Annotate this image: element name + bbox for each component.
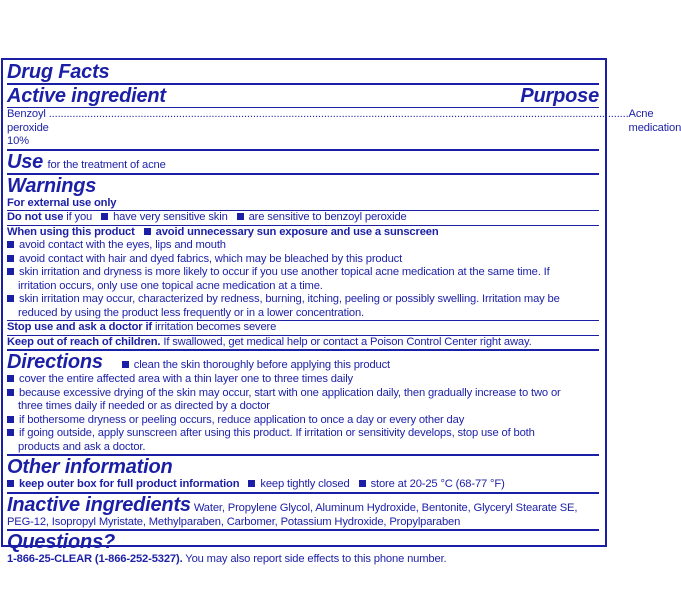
do-not-use-row: [7, 211, 599, 226]
questions-section: [7, 531, 599, 567]
bullet-icon: [248, 480, 255, 487]
bullet-icon: [7, 480, 14, 487]
other-information-item: store at 20-25 °C (68-77 °F): [370, 478, 505, 490]
active-ingredient-heading: Active ingredient: [7, 85, 166, 107]
drug-facts-header: [7, 61, 599, 85]
do-not-use-item: have very sensitive skin: [113, 211, 228, 223]
questions-text: You may also report side effects to this phone number.: [185, 553, 447, 565]
directions-section: [7, 351, 599, 456]
bullet-icon: [7, 389, 14, 396]
when-using-bold-item: avoid unnecessary sun exposure and use a sunscreen: [155, 225, 439, 238]
warnings-heading: Warnings: [7, 174, 97, 197]
keep-out-label: Keep out of reach of children.: [7, 335, 161, 348]
use-text: for the treatment of acne: [47, 158, 166, 171]
purpose-heading: Purpose: [520, 85, 599, 107]
external-use-only: For external use only: [7, 196, 117, 209]
active-ingredient-name: Benzoyl peroxide 10%: [7, 108, 49, 147]
bullet-icon: [101, 213, 108, 220]
when-using-label: When using this product: [7, 225, 135, 238]
when-using-item: skin irritation and dryness is more likely to occur if you use another topical acne medication at the same time. If: [19, 266, 550, 278]
drug-facts-panel: [1, 58, 681, 565]
keep-out-text: If swallowed, get medical help or contact a Poison Control Center right away.: [163, 335, 532, 348]
bullet-icon: [7, 255, 14, 262]
drug-facts-title: Drug Facts: [7, 61, 110, 83]
inactive-ingredients-section: [7, 494, 599, 532]
directions-item-cont: three times daily if needed or as directed by a doctor: [18, 400, 270, 412]
active-ingredient-row: [7, 108, 681, 151]
warnings-section: [7, 175, 599, 212]
stop-use-text: irritation becomes severe: [154, 321, 277, 333]
bullet-icon: [122, 361, 129, 368]
inactive-ingredients-heading: Inactive ingredients: [7, 493, 191, 516]
bullet-icon: [7, 416, 14, 423]
directions-item: if going outside, apply sunscreen after using this product. If irritation or sensitivity develops, stop use of both: [19, 427, 535, 439]
bullet-icon: [7, 268, 14, 275]
use-section: [7, 151, 599, 175]
bullet-icon: [7, 241, 14, 248]
directions-item: because excessive drying of the skin may occur, start with one application daily, then gradually increase to two or: [19, 386, 561, 399]
leader-dots: ....................................................................................................................................................................................................: [48, 108, 629, 120]
directions-heading: Directions: [7, 351, 103, 373]
when-using-item-cont: reduced by using the product less frequently or in a lower concentration.: [18, 306, 365, 319]
bullet-icon: [359, 480, 366, 487]
questions-phone: 1-866-25-CLEAR (1-866-252-5327).: [7, 553, 183, 565]
directions-item-cont: products and ask a doctor.: [18, 440, 146, 453]
other-information-item: keep outer box for full product information: [19, 478, 240, 490]
directions-item: clean the skin thoroughly before applying this product: [133, 359, 390, 371]
inactive-ingredients-line: Water, Propylene Glycol, Aluminum Hydroxide, Bentonite, Glyceryl Stearate SE,: [193, 501, 578, 514]
bullet-icon: [237, 213, 244, 220]
when-using-item: avoid contact with hair and dyed fabrics, which may be bleached by this product: [19, 252, 403, 265]
stop-use-row: [7, 321, 599, 336]
do-not-use-label: Do not use: [7, 211, 64, 223]
other-information-section: [7, 456, 599, 494]
bullet-icon: [144, 228, 151, 235]
questions-heading: Questions?: [7, 531, 116, 553]
bullet-icon: [7, 375, 14, 382]
when-using-item: skin irritation may occur, characterized by redness, burning, itching, peeling or possibly swelling. Irritation may be: [19, 293, 560, 305]
do-not-use-item: are sensitive to benzoyl peroxide: [248, 211, 407, 223]
bullet-icon: [7, 295, 14, 302]
other-information-item: keep tightly closed: [260, 478, 350, 490]
when-using-item-cont: irritation occurs, only use one topical acne medication at a time.: [18, 279, 323, 292]
directions-item: if bothersome dryness or peeling occurs, reduce application to once a day or every other day: [19, 413, 465, 426]
use-heading: Use: [7, 150, 44, 173]
other-information-heading: Other information: [7, 456, 173, 478]
bullet-icon: [7, 429, 14, 436]
do-not-use-text: if you: [66, 211, 93, 223]
when-using-block: [7, 226, 599, 322]
active-ingredient-section: [7, 85, 599, 108]
when-using-item: avoid contact with the eyes, lips and mouth: [19, 239, 226, 251]
keep-out-row: [7, 336, 599, 352]
inactive-ingredients-line: PEG-12, Isopropyl Myristate, Methylparaben, Carbomer, Potassium Hydroxide, Propylparaben: [7, 515, 461, 528]
directions-item: cover the entire affected area with a thin layer one to three times daily: [19, 373, 353, 385]
stop-use-label: Stop use and ask a doctor if: [7, 321, 152, 333]
active-ingredient-purpose: Acne medication: [628, 108, 681, 134]
